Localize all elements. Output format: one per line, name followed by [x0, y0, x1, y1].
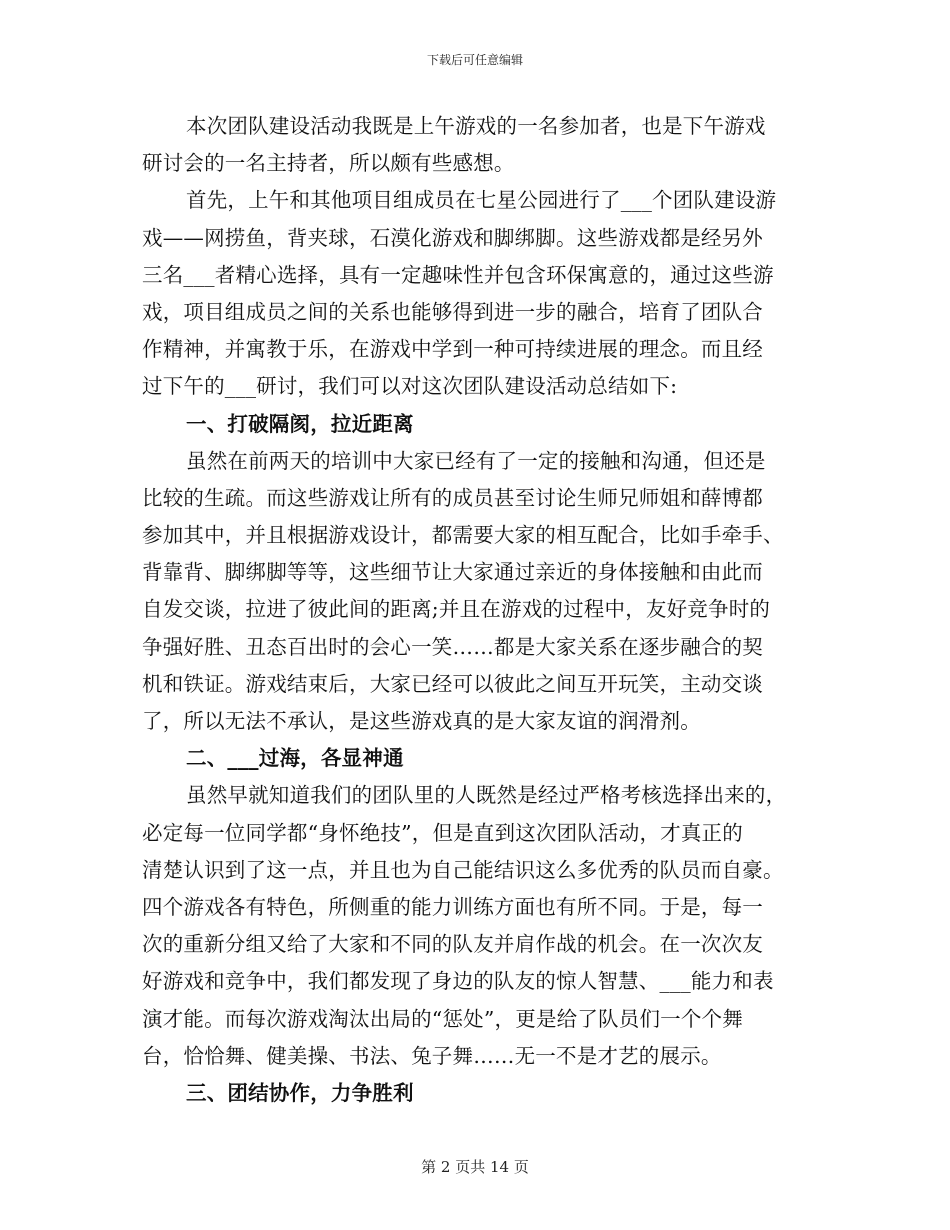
- section-heading: 二、___过海，各显神通: [186, 746, 404, 771]
- paragraph-line: 过下午的___研讨，我们可以对这次团队建设活动总结如下:: [142, 374, 678, 399]
- section-heading: 一、打破隔阂，拉近距离: [186, 411, 414, 436]
- paragraph-line: 争强好胜、丑态百出时的会心一笑……都是大家关系在逐步融合的契: [142, 634, 763, 659]
- paragraph-line: 自发交谈，拉进了彼此间的距离;并且在游戏的过程中，友好竞争时的: [142, 597, 771, 622]
- paragraph-line: 了，所以无法不承认，是这些游戏真的是大家友谊的润滑剂。: [142, 709, 701, 733]
- paragraph-line: 三名___者精心选择，具有一定趣味性并包含环保寓意的，通过这些游: [142, 262, 774, 287]
- paragraph-line: 机和铁证。游戏结束后，大家已经可以彼此之间互开玩笑，主动交谈: [142, 671, 763, 696]
- paragraph-line: 演才能。而每次游戏淘汰出局的“惩处”，更是给了队员们一个个舞: [142, 1006, 743, 1031]
- paragraph-line: 台，恰恰舞、健美操、书法、兔子舞……无一不是才艺的展示。: [142, 1043, 722, 1068]
- paragraph-line: 首先，上午和其他项目组成员在七星公园进行了___个团队建设游: [186, 188, 777, 213]
- paragraph-line: 研讨会的一名主持者，所以颇有些感想。: [142, 151, 515, 176]
- paragraph-line: 好游戏和竞争中，我们都发现了身边的队友的惊人智慧、___能力和表: [142, 969, 774, 994]
- paragraph-line: 作精神，并寓教于乐，在游戏中学到一种可持续进展的理念。而且经: [142, 337, 763, 362]
- paragraph-line: 参加其中，并且根据游戏设计，都需要大家的相互配合，比如手牵手、: [142, 523, 784, 548]
- document-body: [142, 108, 810, 1112]
- paragraph-line: 必定每一位同学都“身怀绝技”，但是直到这次团队活动，才真正的: [142, 820, 743, 845]
- paragraph-line: 清楚认识到了这一点，并且也为自己能结识这么多优秀的队员而自豪。: [142, 857, 784, 882]
- paragraph-line: 比较的生疏。而这些游戏让所有的成员甚至讨论生师兄师姐和薛博都: [142, 485, 763, 510]
- page-header: 下载后可任意编辑: [426, 53, 523, 67]
- paragraph-line: 本次团队建设活动我既是上午游戏的一名参加者，也是下午游戏: [186, 114, 766, 138]
- page-footer: 第 2 页共 14 页: [421, 1158, 529, 1176]
- paragraph-line: 戏，项目组成员之间的关系也能够得到进一步的融合，培育了团队合: [142, 299, 763, 324]
- paragraph-line: 虽然早就知道我们的团队里的人既然是经过严格考核选择出来的，: [186, 783, 787, 808]
- paragraph-line: 戏——网捞鱼，背夹球，石漠化游戏和脚绑脚。这些游戏都是经另外: [142, 225, 763, 250]
- paragraph-line: 次的重新分组又给了大家和不同的队友并肩作战的机会。在一次次友: [142, 932, 763, 957]
- paragraph-line: 虽然在前两天的培训中大家已经有了一定的接触和沟通，但还是: [186, 448, 766, 473]
- paragraph-line: 四个游戏各有特色，所侧重的能力训练方面也有所不同。于是，每一: [142, 894, 763, 919]
- paragraph-line: 背靠背、脚绑脚等等，这些细节让大家通过亲近的身体接触和由此而: [142, 560, 763, 585]
- section-heading: 三、团结协作，力争胜利: [186, 1080, 414, 1105]
